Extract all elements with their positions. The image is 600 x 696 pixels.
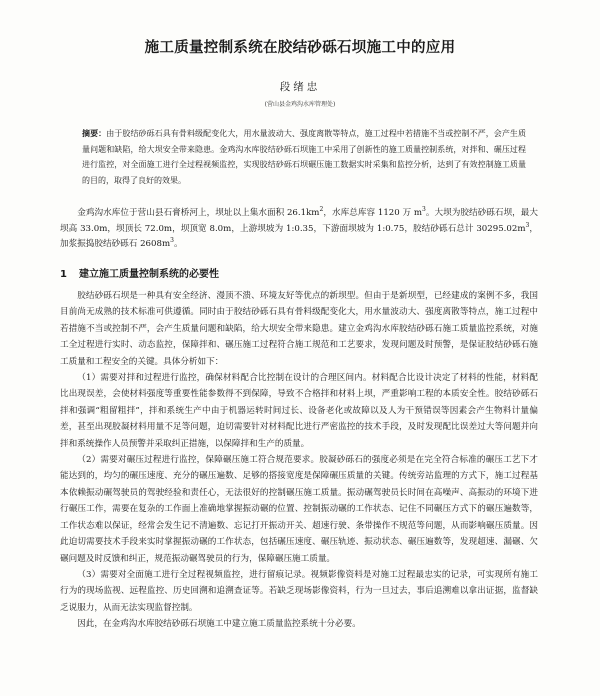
intro-sup-1: 2 [319,206,324,214]
abstract-label: 摘要： [82,128,107,138]
body-paragraph: （1）需要对拌和过程进行监控，确保材料配合比控制在设计的合理区间内。材料配合比设计决定了材料的性能，材料配比出现误差，会使材料强度等重要性能参数得不到保障，导致不合格拌和材料上坝，严重影响工程的本质安全性。胶结砂砾石拌和强调“粗留粗拌”，拌和系统生产中由于机器运转时间过长、设备老化或故障以及人为干预错误等因素会产生物料计量偏差，甚至出现胶凝材料用量不足等问题，迫切需要针对材料配比进行严密监控的技术手段，及时发现配比误差过大等问题并向拌和系统操作人员预警并采取纠正措施，以保障拌和生产的质量。 [60,373,538,449]
intro-sup-2: 3 [422,206,426,214]
author-affiliation: (营山县金鸡沟水库管理处) [264,101,336,108]
intro-text-1: 金鸡沟水库位于营山县石膏桥河上，坝址以上集水面积 26.1km [77,208,320,218]
body-paragraph: 因此，在金鸡沟水库胶结砂砾石坝施工中建立施工质量监控系统十分必要。 [77,619,361,630]
abstract-text: 由于胶结砂砾石具有骨料级配变化大，用水量波动大、强度离散等特点，施工过程中若措施不当或控制不严，会产生质量问题和缺陷，给大坝安全带来隐患。金鸡沟水库胶结砂砾石坝施工中采用了创新性的施工质量控制系统，对拌和、碾压过程进行监控，对全面施工进行全过程视频监控，实现胶结砂砾石坝碾压施工数据实时采集和监控分析，达到了有效控制施工质量的目的，取得了良好的效果。 [82,129,527,185]
intro-paragraph [60,206,538,253]
body-paragraph: 胶结砂砾石坝是一种具有安全经济、漫顶不溃、环境友好等优点的新坝型。但由于是新坝型，已经建成的案例不多，我国目前尚无成熟的技术标准可供遵循。同时由于胶结砂砾石具有骨料级配变化大，用水量波动大、强度离散等特点，施工过程中若措施不当或控制不严，会产生质量问题和缺陷，给大坝安全带来隐患。建立金鸡沟水库胶结砂砾石施工质量监控系统，对施工全过程进行实时、动态监控，保障拌和、碾压施工过程符合施工规范和工艺要求，发现问题及时预警，是保证胶结砂砾石施工质量和工程安全的关键。具体分析如下： [60,291,538,367]
section-body [60,288,538,633]
body-paragraph: （2）需要对碾压过程进行监控，保障碾压施工符合规范要求。胶凝砂砾石的强度必须是在完全符合标准的碾压工艺下才能达到的，均匀的碾压速度、充分的碾压遍数、足够的搭接宽度是保障碾压质量的关键。传统旁站监理的方式下，施工过程基本依赖振动碾驾驶员的驾驶经验和责任心，无法很好的控制碾压施工质量。振动碾驾驶员长时间在高噪声、高振动的环境下进行碾压工作，需要在复杂的工作面上准确地掌握振动碾的位置、控制振动碾的工作状态、记住不同碾压方式下的碾压遍数等，工作状态难以保证，经常会发生记不清遍数、忘记打开振动开关、超速行驶、条带操作不规范等问题，从而影响碾压质量。因此迫切需要技术手段来实时掌握振动碾的工作状态，包括碾压速度、碾压轨迹、振动状态、碾压遍数等，发现超速、漏碾、欠碾问题及时反馈和纠正，规范振动碾驾驶员的行为，保障碾压施工质量。 [60,455,538,564]
intro-text-2: ，水库总库容 1120 万 m [323,208,423,218]
intro-text-5: 。 [173,239,183,249]
section-title: 建立施工质量控制系统的必要性 [78,269,219,280]
paper-title: 施工质量控制系统在胶结砂砾石坝施工中的应用 [144,40,456,56]
abstract [82,126,526,188]
intro-text-4: ，加浆振捣胶结砂砾石 2608m [60,223,538,249]
body-paragraph: （3）需要对全面施工进行全过程视频监控，进行留痕记录。视频影像资料是对施工过程最忠实的记录，可实现所有施工行为的现场监视、远程监控、历史回溯和追溯查证等。若缺乏现场影像资料，行为一旦过去，事后追溯难以拿出证据，监督缺乏说服力，从而无法实现监督控制。 [60,569,538,613]
section-heading [60,265,219,280]
section-number: 1 [60,269,67,280]
author-name: 段绪忠 [279,81,321,93]
intro-sup-4: 3 [170,237,174,245]
intro-sup-3: 3 [525,221,530,229]
intro-text-3: 。大坝为胶结砂砾石坝，最大坝高 33.0m，坝顶长 72.0m，坝顶宽 8.0m，上游坝坡为 1:0.35，下游面坝坡为 1:0.75，胶结砂砾石总计 30295.02m [60,208,538,234]
